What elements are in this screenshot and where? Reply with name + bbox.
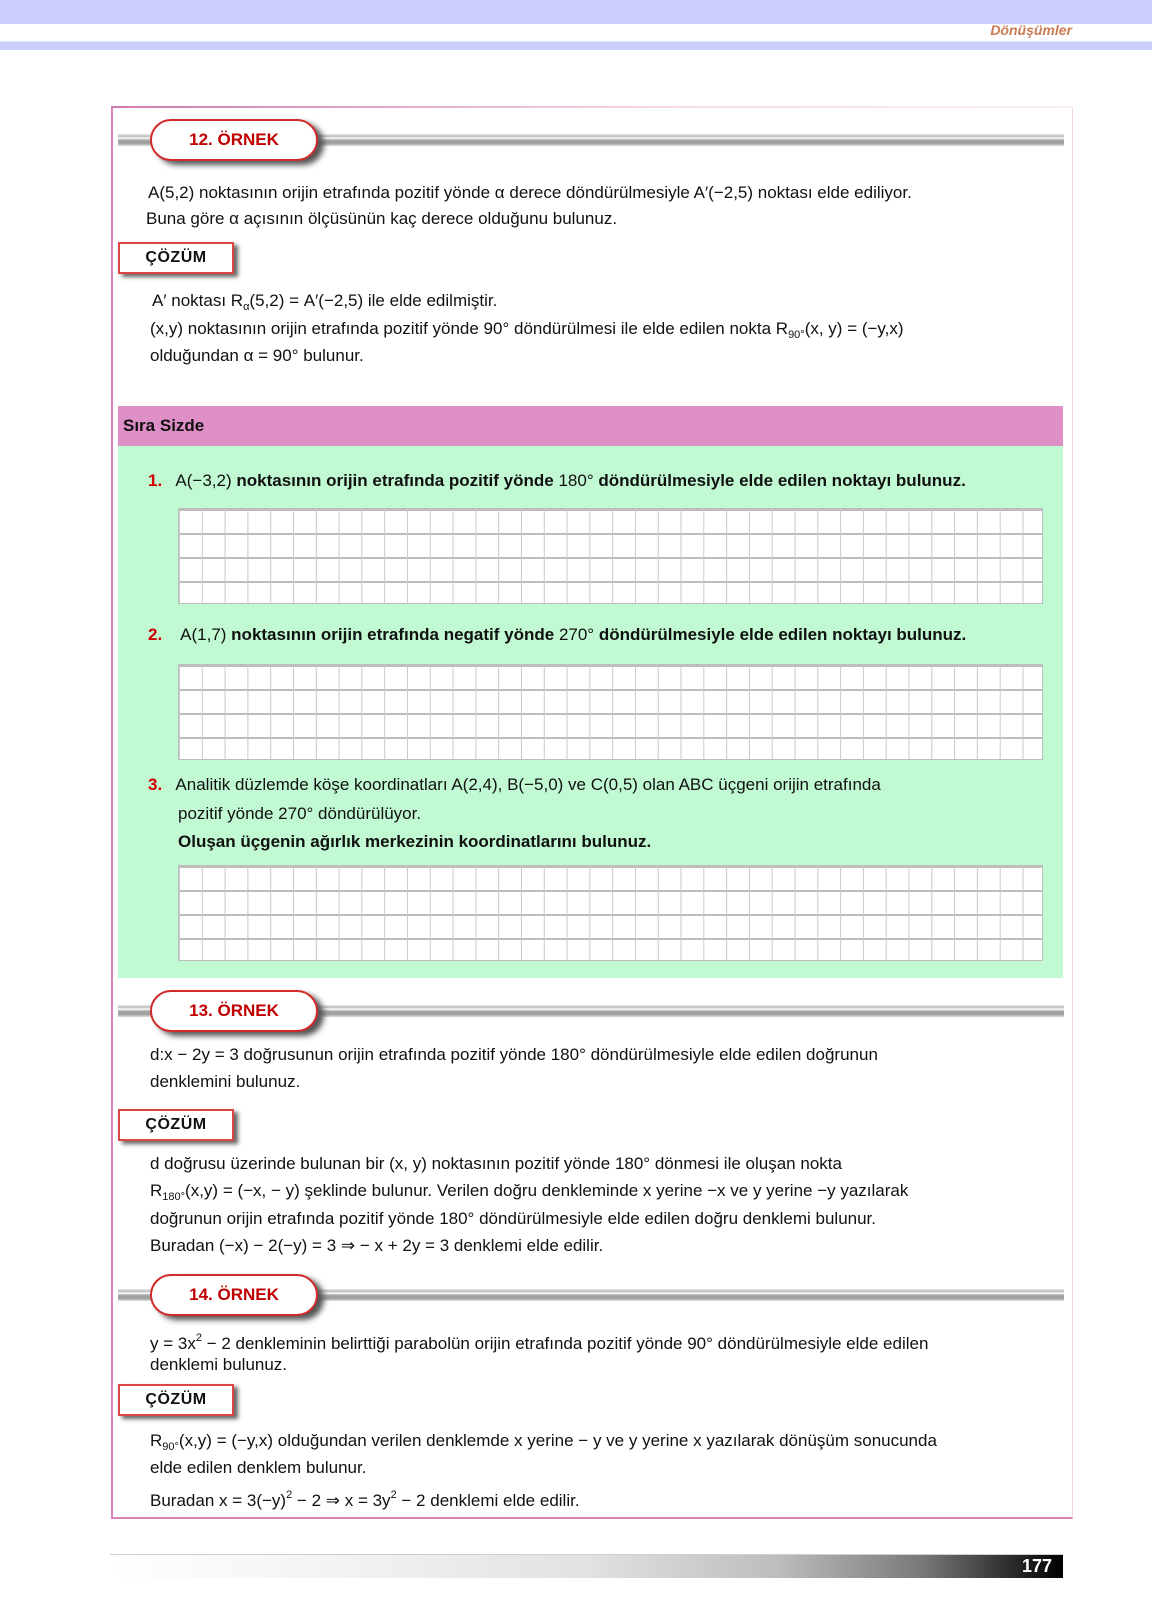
exercise-3-line-1 — [148, 772, 881, 798]
exercise-number: 3. — [148, 775, 163, 794]
text: noktasının orijin etrafında negatif yönde — [226, 625, 559, 644]
subscript: 90° — [162, 1441, 179, 1453]
text: Analitik düzlemde köşe koordinatları A(2,4), B(−5,0) ve C(0,5) olan ABC üçgeni orijin etrafında — [175, 775, 881, 794]
subscript: α — [243, 301, 250, 313]
text: noktasının orijin etrafında pozitif yönde — [231, 471, 559, 490]
text: (x,y) = (−y,x) olduğundan verilen denklemde x yerine − y ve y yerine x yazılarak dönüşüm sonucunda — [178, 1431, 937, 1450]
text: döndürülmesiyle elde edilen noktayı bulunuz. — [593, 471, 966, 490]
angle: 180° — [558, 471, 594, 490]
exercise-3-line-2: pozitif yönde 270° döndürülüyor. — [178, 804, 422, 823]
header-rule — [0, 41, 1152, 50]
text: (x,y) noktasının orijin etrafında pozitif yönde 90° döndürülmesi ile elde edilen nokta R — [150, 319, 789, 338]
example-13-solution-line-4: Buradan (−x) − 2(−y) = 3 ⇒ − x + 2y = 3 denklemi elde edilir. — [150, 1236, 604, 1255]
example-14-question-line-2: denklemi bulunuz. — [150, 1355, 288, 1374]
point: A(−3,2) — [175, 471, 232, 490]
example-12-question-line-1: A(5,2) noktasının orijin etrafında pozitif yönde α derece döndürülmesiyle A′(−2,5) noktası elde ediliyor. — [148, 183, 912, 202]
point: A(1,7) — [180, 625, 227, 644]
example-13-question-line-1: d:x − 2y = 3 doğrusunun orijin etrafında pozitif yönde 180° döndürülmesiyle elde edilen doğrunun — [150, 1045, 878, 1064]
example-12-label: 12. ÖRNEK — [150, 119, 318, 161]
angle: 270° — [558, 625, 595, 644]
frame-top-border — [111, 106, 1073, 108]
example-12-solution-label: ÇÖZÜM — [118, 242, 234, 274]
example-14-solution-line-3 — [150, 1482, 580, 1514]
superscript: 2 — [195, 1332, 202, 1344]
text: y = 3x — [150, 1334, 196, 1353]
subscript: 180° — [162, 1191, 186, 1203]
page-number: 177 — [1021, 1556, 1052, 1576]
text: (x, y) = (−y,x) — [804, 319, 904, 338]
superscript: 2 — [286, 1489, 293, 1501]
exercise-number: 2. — [148, 625, 163, 644]
example-14-label: 14. ÖRNEK — [150, 1274, 318, 1316]
exercise-2 — [148, 622, 966, 648]
example-14-solution-label: ÇÖZÜM — [118, 1384, 234, 1416]
header-band — [0, 0, 1152, 24]
text: − 2 denklemi elde edilir. — [396, 1491, 580, 1510]
text: − 2 ⇒ x = 3y — [292, 1491, 391, 1510]
exercise-number: 1. — [148, 471, 163, 490]
example-12-question-line-2: Buna göre α açısının ölçüsünün kaç derece olduğunu bulunuz. — [146, 209, 618, 228]
answer-grid-3[interactable] — [178, 865, 1043, 961]
example-12-solution-line-3: olduğundan α = 90° bulunur. — [150, 346, 364, 365]
example-14-solution-line-2: elde edilen denklem bulunur. — [150, 1458, 367, 1477]
text: − 2 denkleminin belirttiği parabolün orijin etrafında pozitif yönde 90° döndürülmesiyle elde edilen — [201, 1334, 929, 1353]
text: (x,y) = (−x, − y) şeklinde bulunur. Verilen doğru denkleminde x yerine −x ve y yerine −y yazılarak — [185, 1181, 909, 1200]
text: (5,2) = A′(−2,5) ile elde edilmiştir. — [249, 291, 498, 310]
subscript: 90° — [788, 329, 805, 341]
answer-grid-1[interactable] — [178, 508, 1043, 604]
footer-bar — [110, 1554, 1063, 1578]
text: Buradan x = 3(−y) — [150, 1491, 287, 1510]
sira-sizde-header: Sıra Sizde — [118, 406, 1063, 446]
exercise-3-line-3: Oluşan üçgenin ağırlık merkezinin koordinatlarını bulunuz. — [178, 832, 652, 851]
text: A′ noktası R — [152, 291, 244, 310]
text: döndürülmesiyle elde edilen noktayı bulunuz. — [594, 625, 967, 644]
text: R — [150, 1181, 163, 1200]
example-13-question-line-2: denklemini bulunuz. — [150, 1072, 301, 1091]
answer-grid-2[interactable] — [178, 664, 1043, 760]
chapter-title: Dönüşümler — [990, 22, 1072, 38]
exercise-1 — [148, 468, 966, 494]
example-13-solution-line-1: d doğrusu üzerinde bulunan bir (x, y) noktasının pozitif yönde 180° dönmesi ile oluşan nokta — [150, 1154, 842, 1173]
example-13-solution-line-3: doğrunun orijin etrafında pozitif yönde 180° döndürülmesiyle elde edilen doğru denklemi bulunur. — [150, 1209, 877, 1228]
text: R — [150, 1431, 163, 1450]
example-13-solution-label: ÇÖZÜM — [118, 1109, 234, 1141]
superscript: 2 — [390, 1489, 397, 1501]
example-13-label: 13. ÖRNEK — [150, 990, 318, 1032]
